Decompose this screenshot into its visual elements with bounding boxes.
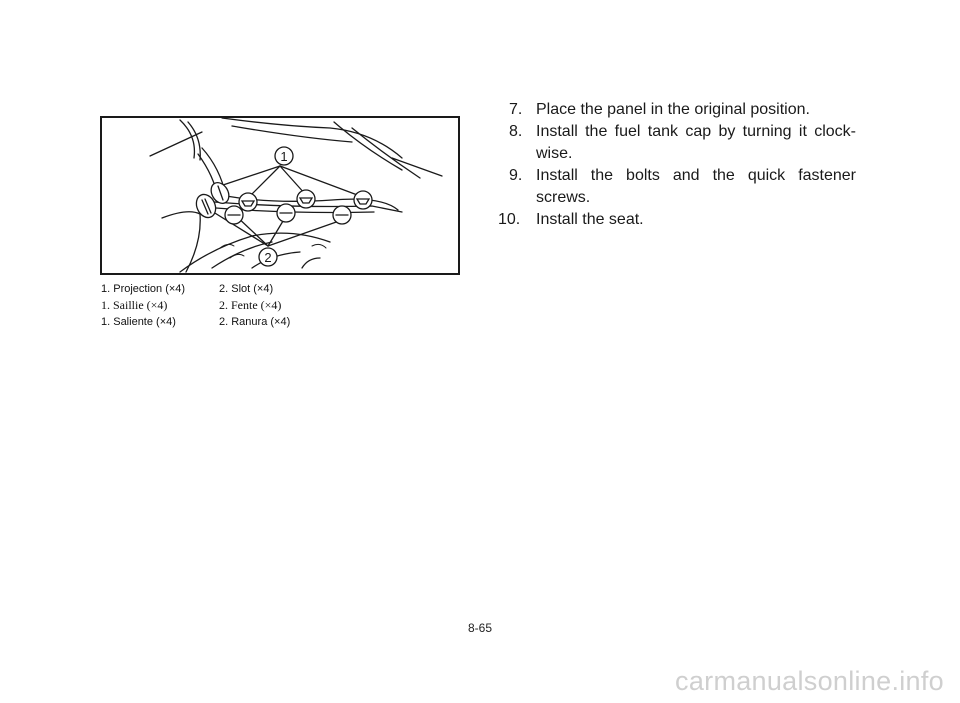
instruction-steps [498,99,856,231]
caption-french-item-2: 2. Fente (×4) [219,298,282,312]
step-7-text: Place the panel in the original position. [536,101,810,118]
callout-2-label: 2 [264,250,272,265]
caption-english-item-2: 2. Slot (×4) [219,283,274,295]
callout-2-marker [259,248,277,266]
callout-1-label: 1 [280,149,288,164]
step-9-text: Install the bolts and the quick fastener screws. [536,167,856,206]
step-9-number: 9. [509,167,523,184]
panel-drawing [102,118,458,273]
step-10-number: 10. [498,211,521,228]
step-8 [498,121,856,165]
watermark: carmanualsonline.info [675,666,944,696]
step-9 [498,165,856,209]
step-10-text: Install the seat. [536,211,644,228]
page-number: 8-65 [467,621,493,635]
step-7 [498,99,856,121]
caption-spanish-item-1: 1. Saliente (×4) [101,316,176,328]
caption-english-item-1: 1. Projection (×4) [101,283,186,295]
callout-1-marker [275,147,293,165]
panel-illustration [100,116,460,275]
step-10 [498,209,856,231]
caption-french-item-1: 1. Saillie (×4) [101,298,168,312]
step-8-text: Install the fuel tank cap by turning it clock-wise. [536,123,856,162]
step-8-number: 8. [509,123,523,140]
caption-spanish-item-2: 2. Ranura (×4) [219,316,291,328]
step-7-number: 7. [509,101,523,118]
